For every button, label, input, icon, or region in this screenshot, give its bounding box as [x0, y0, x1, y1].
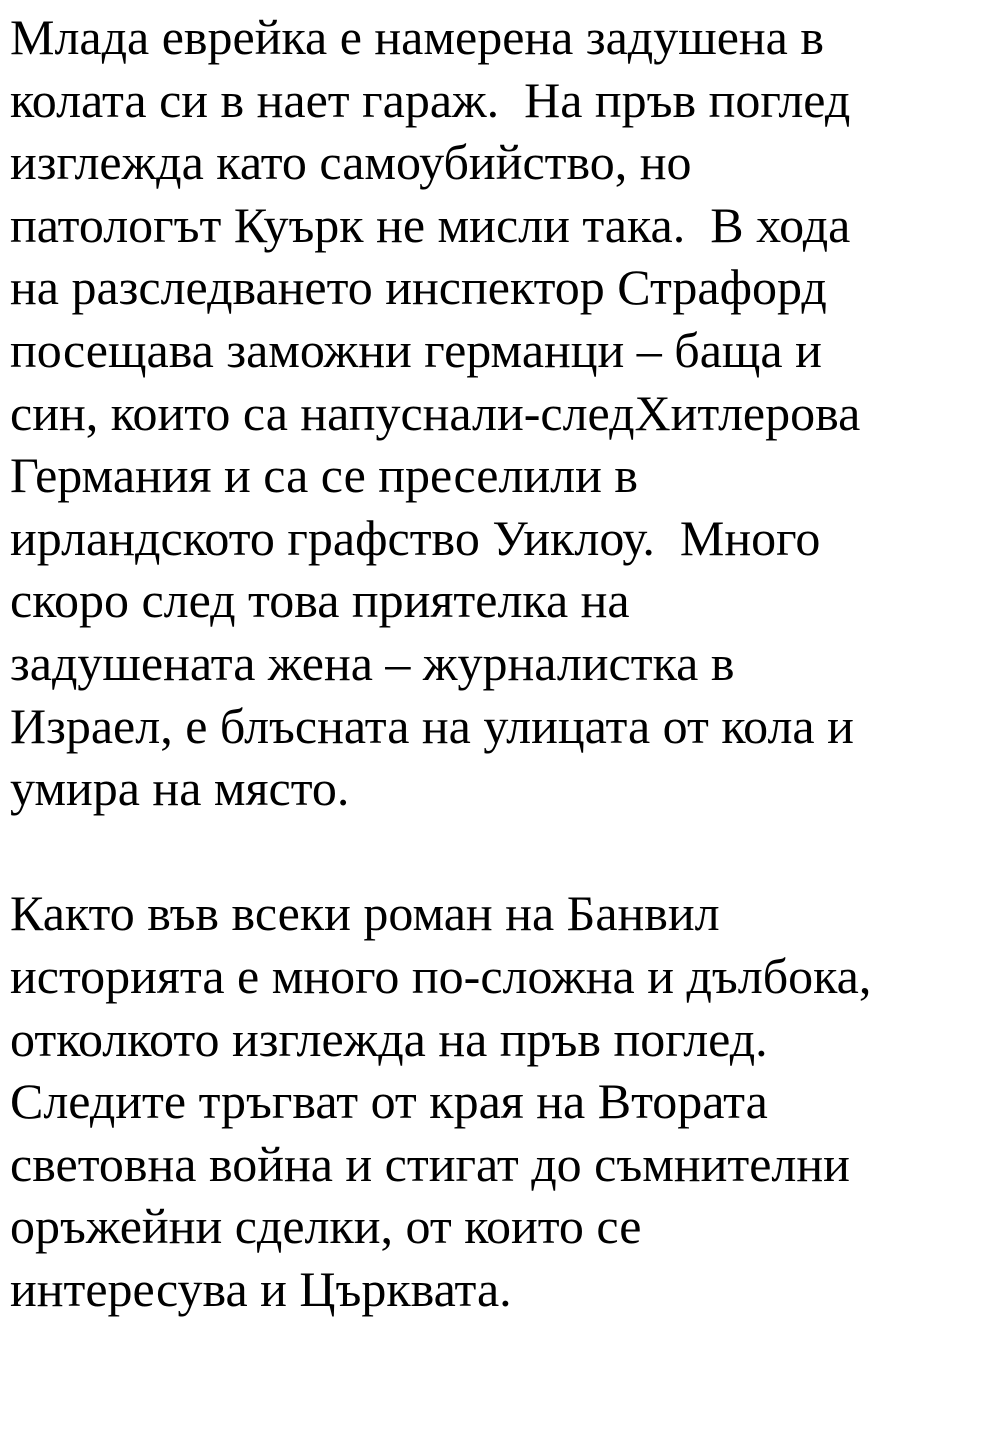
- text-line: скоро след това приятелка на: [10, 572, 630, 629]
- text-line: Млада еврейка е намерена задушена в: [10, 9, 824, 65]
- text-line: задушената жена – журналистка в: [10, 634, 735, 691]
- text-line: Следите тръгват от края на Втората: [10, 1073, 768, 1130]
- paragraph-2: [10, 882, 995, 1320]
- text-line: изглежда като самоубийство, но: [10, 134, 692, 191]
- document-page: [10, 6, 995, 1320]
- text-line: патологът Куърк не мисли така. В хода: [10, 196, 851, 253]
- text-line: Германия и са се преселили в: [10, 447, 639, 504]
- text-line: оръжейни сделки, от които се: [10, 1198, 642, 1255]
- text-line: световна война и стигат до съмнителни: [10, 1135, 850, 1192]
- text-line: историята е много по-сложна и дълбока,: [10, 947, 872, 1004]
- text-line: ирландското графство Уиклоу. Много: [10, 509, 821, 566]
- text-line: колата си в нает гараж. На пръв поглед: [10, 71, 851, 128]
- text-line: на разследването инспектор Страфорд: [10, 259, 827, 316]
- text-line: отколкото изглежда на пръв поглед.: [10, 1010, 768, 1067]
- text-line: умира на място.: [10, 760, 350, 817]
- text-line: Израел, е блъсната на улицата от кола и: [10, 697, 854, 754]
- text-line: посещава заможни германци – баща и: [10, 321, 822, 378]
- text-line: Както във всеки роман на Банвил: [10, 885, 720, 942]
- text-line: син, които са напуснали-следХитлерова: [10, 384, 861, 441]
- text-line: интересува и Църквата.: [10, 1260, 512, 1317]
- paragraph-spacer: [10, 820, 995, 883]
- paragraph-1: [10, 6, 995, 820]
